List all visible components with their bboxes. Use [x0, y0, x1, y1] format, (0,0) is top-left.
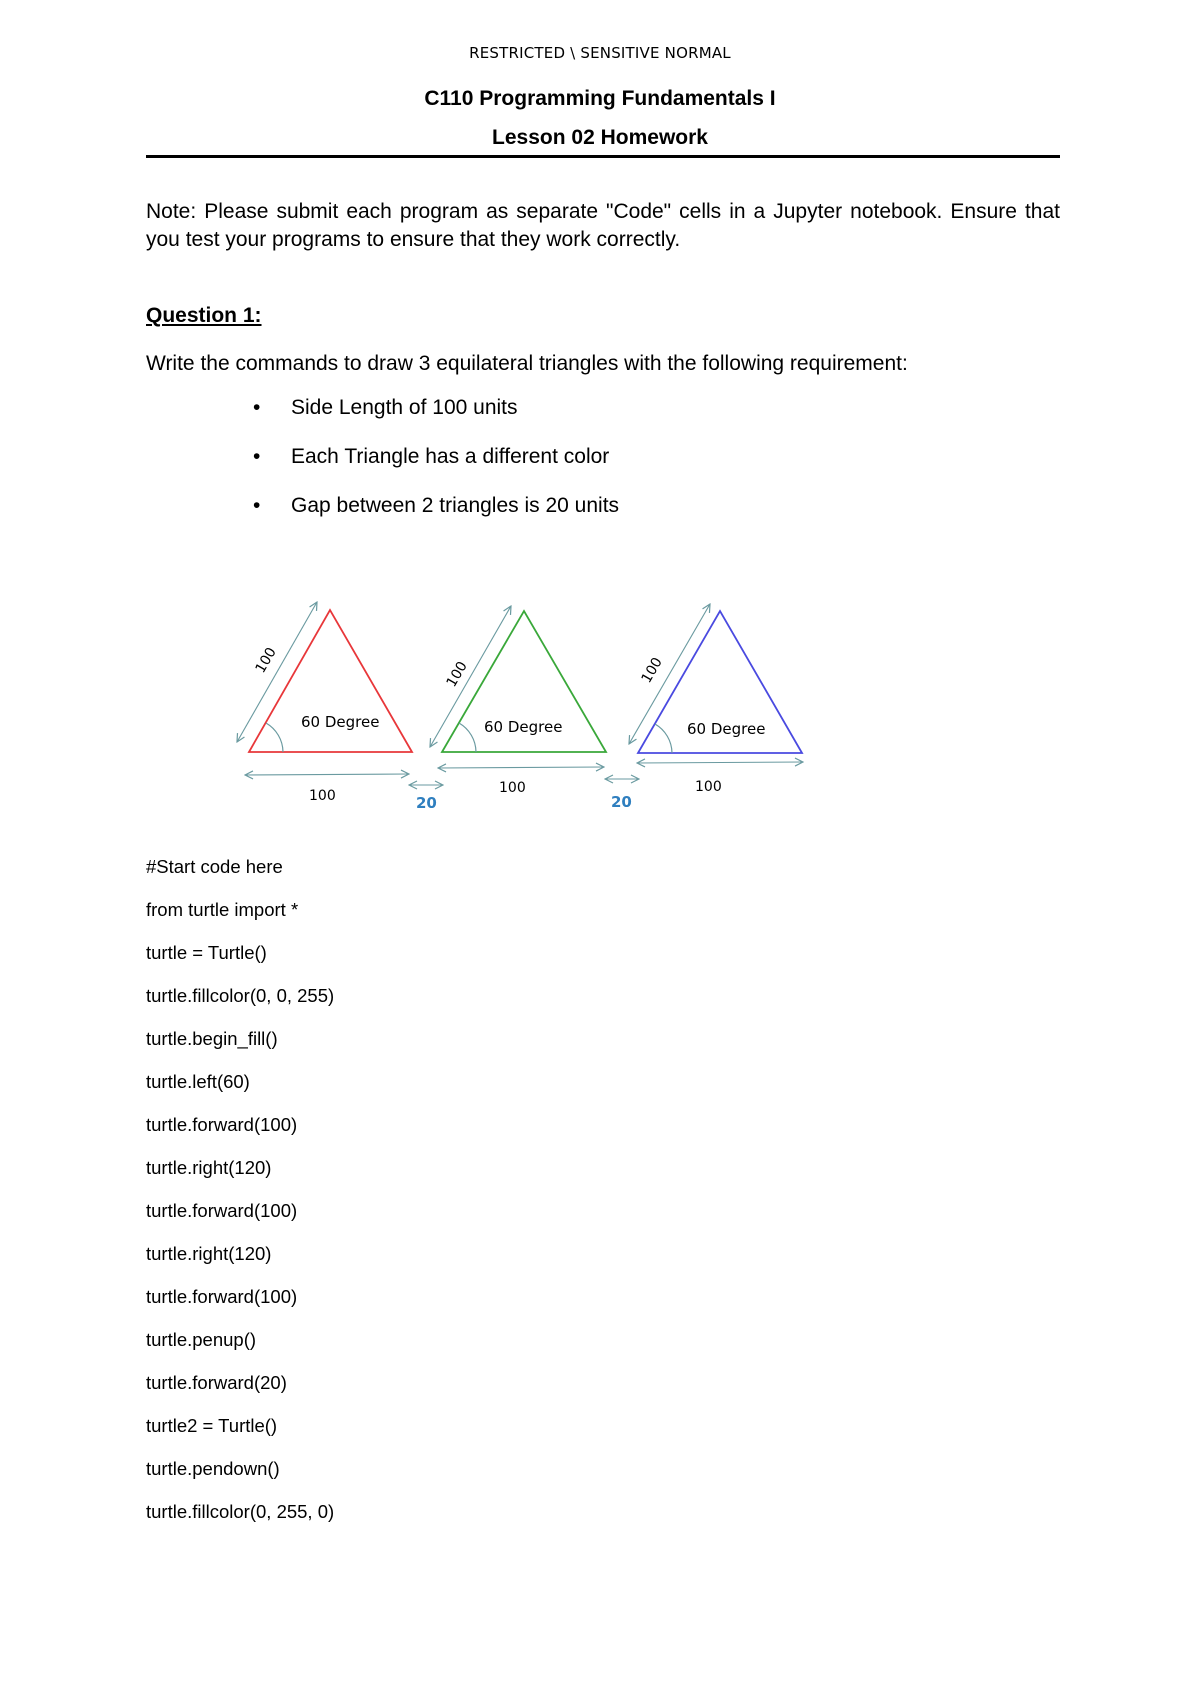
triangles-diagram: [225, 592, 825, 822]
base-dimension-arrow: [245, 774, 409, 775]
code-line: turtle.fillcolor(0, 0, 255): [146, 985, 335, 1006]
triangle-3: [629, 604, 803, 795]
requirement-text: Each Triangle has a different color: [291, 445, 610, 468]
code-line: turtle = Turtle(): [146, 942, 267, 963]
base-length-label: 100: [499, 780, 526, 796]
code-line: turtle.forward(100): [146, 1200, 298, 1221]
angle-label: 60 Degree: [687, 720, 766, 738]
angle-label: 60 Degree: [301, 713, 380, 731]
classification-label: RESTRICTED \ SENSITIVE NORMAL: [469, 44, 731, 62]
angle-arc: [459, 723, 476, 752]
gap-1: [409, 785, 443, 812]
code-line: turtle.pendown(): [146, 1458, 280, 1479]
question-heading: Question 1:: [146, 304, 262, 327]
triangle-2: [430, 606, 606, 796]
lesson-title: Lesson 02 Homework: [492, 126, 708, 149]
course-title: C110 Programming Fundamentals I: [424, 87, 776, 110]
side-length-label: 100: [638, 654, 666, 686]
code-line: turtle.right(120): [146, 1243, 272, 1264]
angle-label: 60 Degree: [484, 718, 563, 736]
submission-note: Note: Please submit each program as separate "Code" cells in a Jupyter notebook. Ensure that you test your programs to ensure that they work correctly.: [146, 200, 1060, 251]
gap-label: 20: [416, 794, 437, 812]
gap-2: [605, 779, 639, 811]
code-line: turtle.right(120): [146, 1157, 272, 1178]
gap-label: 20: [611, 793, 632, 811]
code-line: #Start code here: [146, 856, 283, 877]
question-prompt: Write the commands to draw 3 equilateral triangles with the following requirement:: [146, 352, 908, 375]
base-dimension-arrow: [438, 767, 604, 768]
base-length-label: 100: [695, 779, 722, 795]
angle-arc: [655, 724, 672, 753]
code-line: turtle.forward(20): [146, 1372, 287, 1393]
code-line: from turtle import *: [146, 899, 299, 920]
bullet-marker: •: [253, 396, 261, 419]
code-line: turtle.fillcolor(0, 255, 0): [146, 1501, 335, 1522]
side-length-label: 100: [443, 658, 471, 690]
code-line: turtle.forward(100): [146, 1286, 298, 1307]
requirement-text: Gap between 2 triangles is 20 units: [291, 494, 620, 517]
code-line: turtle.forward(100): [146, 1114, 298, 1135]
code-line: turtle.begin_fill(): [146, 1028, 278, 1049]
code-line: turtle.left(60): [146, 1071, 250, 1092]
base-length-label: 100: [309, 788, 336, 804]
bullet-marker: •: [253, 494, 261, 517]
bullet-marker: •: [253, 445, 261, 468]
code-line: turtle.penup(): [146, 1329, 257, 1350]
requirement-text: Side Length of 100 units: [291, 396, 518, 419]
triangle-1: [237, 602, 412, 804]
base-dimension-arrow: [637, 762, 803, 763]
side-length-label: 100: [252, 644, 280, 676]
code-line: turtle2 = Turtle(): [146, 1415, 278, 1436]
angle-arc: [266, 723, 283, 752]
header-divider: [146, 155, 1060, 158]
